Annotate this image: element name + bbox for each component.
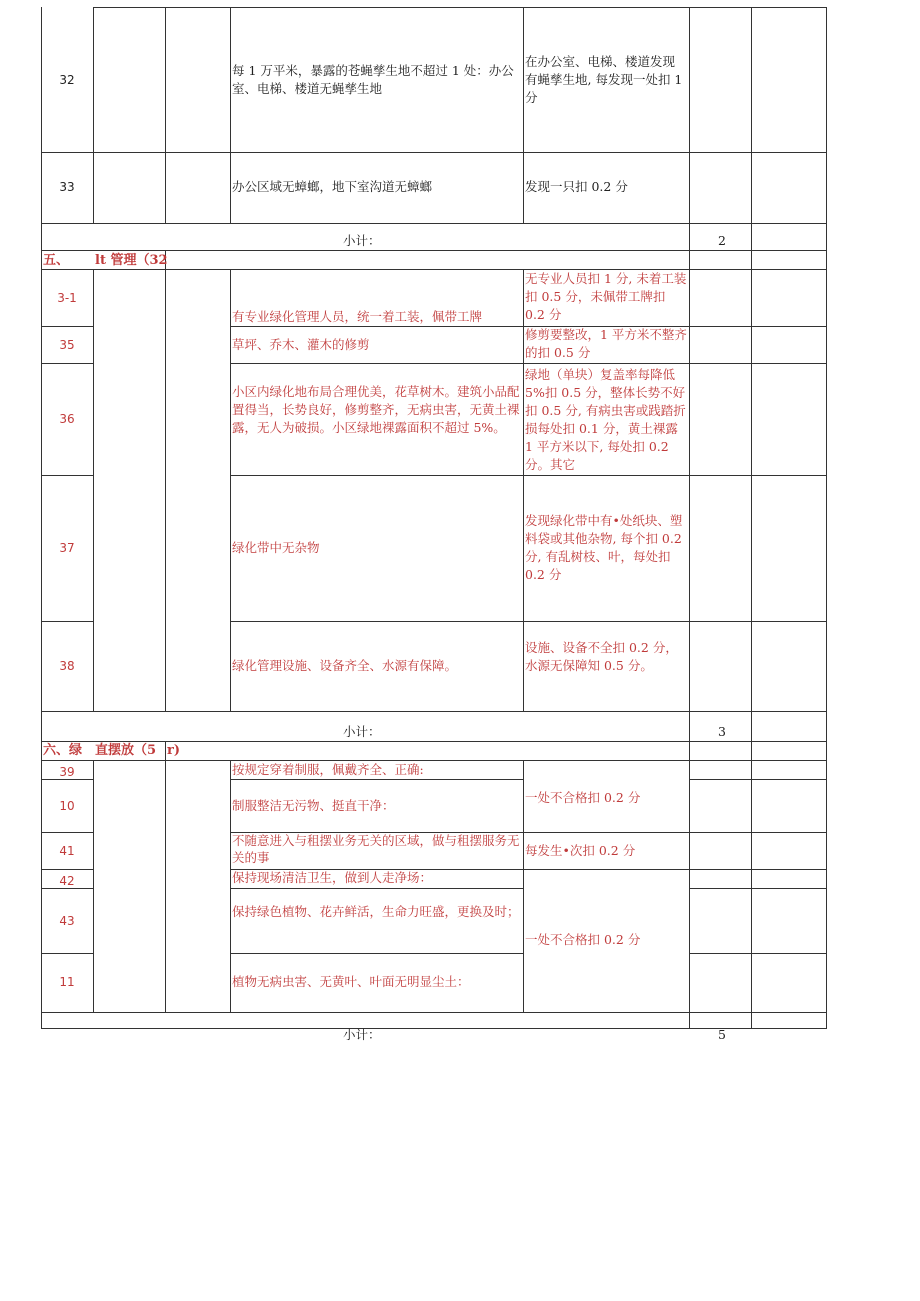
table-border-right xyxy=(826,7,827,1029)
section-number: 五、 xyxy=(43,253,70,268)
standard-text: 按规定穿着制服，佩戴齐全、正确: xyxy=(232,762,424,777)
standard-text: 绿化带中无杂物 xyxy=(232,540,320,555)
standard-text: 绿化管理设施、设备齐全、水源有保障。 xyxy=(232,658,458,673)
standard-text: 办公区域无蟑螂，地下室沟道无蟑螂 xyxy=(232,179,433,194)
standard-text: 保持绿色植物、花卉鲜活，生命力旺盛，更换及时； xyxy=(232,904,520,919)
row-number: 33 xyxy=(59,180,75,194)
subtotal-value: 5 xyxy=(718,1027,726,1042)
section-title-tail: r) xyxy=(167,743,180,758)
row-number: 10 xyxy=(59,799,75,813)
subtotal-value: 2 xyxy=(718,233,726,248)
row-number: 42 xyxy=(59,874,75,888)
row-number: 39 xyxy=(59,765,75,779)
deduction-text: 设施、设备不全扣 0.2 分，水源无保障知 0.5 分。 xyxy=(525,640,678,673)
standard-text: 有专业绿化管理人员，统一着工装，佩带工牌 xyxy=(232,309,483,324)
row-number: 35 xyxy=(59,338,75,352)
section-title: 直摆放（5 xyxy=(95,743,157,758)
section-number: 六、绿 xyxy=(43,743,83,758)
deduction-text: 每发生•次扣 0.2 分 xyxy=(525,843,636,858)
row-number: 3-1 xyxy=(57,291,77,305)
deduction-text: 在办公室、电梯、楼道发现有蝇孳生地, 每发现一处扣 1 分 xyxy=(525,54,683,105)
deduction-text: 发现一只扣 0.2 分 xyxy=(525,179,628,194)
deduction-text: 一处不合格扣 0.2 分 xyxy=(525,932,641,947)
deduction-text: 绿地（单块）复盖率每降低 5%扣 0.5 分，整体长势不好扣 0.5 分, 有病虫害或践踏折损每处扣 0.1 分，黄土裸露 1 平方米以下, 每处扣 0.2 分。其它 xyxy=(525,367,686,472)
row-number: 36 xyxy=(59,412,75,426)
row-number: 32 xyxy=(59,73,75,87)
standard-text: 小区内绿化地布局合理优美，花草树木。建筑小品配置得当，长势良好，修剪整齐，无病虫害，无黄土裸露，无人为破损。小区绿地裸露面积不超过 5%。 xyxy=(232,384,520,435)
row-number: 41 xyxy=(59,844,75,858)
row-number: 37 xyxy=(59,541,75,555)
subtotal-label: 小计： xyxy=(343,233,381,248)
standard-text: 不随意进入与租摆业务无关的区域，做与租摆服务无关的事 xyxy=(232,833,520,865)
deduction-text: 无专业人员扣 1 分, 未着工装扣 0.5 分，未佩带工牌扣 0.2 分 xyxy=(525,271,687,322)
standard-text: 草坪、乔木、灌木的修剪 xyxy=(232,337,370,352)
standard-text: 制服整洁无污物、挺直干净： xyxy=(232,798,395,813)
row-number: 43 xyxy=(59,914,75,928)
subtotal-value: 3 xyxy=(718,724,726,739)
deduction-text: 一处不合格扣 0.2 分 xyxy=(525,790,641,805)
subtotal-label: 小计： xyxy=(343,724,381,739)
row-number: 11 xyxy=(59,975,75,989)
standard-text: 保持现场清洁卫生，做到人走净场： xyxy=(232,870,433,885)
deduction-text: 修剪要整改，1 平方米不整齐的扣 0.5 分 xyxy=(525,327,687,360)
subtotal-label: 小计： xyxy=(343,1027,381,1042)
standard-text: 植物无病虫害、无黄叶、叶面无明显尘土： xyxy=(232,974,470,989)
row-number: 38 xyxy=(59,659,75,673)
deduction-text: 发现绿化带中有•处纸块、塑料袋或其他杂物, 每个扣 0.2 分, 有乱树枝、叶，每处扣 0.2 分 xyxy=(525,513,683,582)
section-title: lt 管理（32 xyxy=(95,253,168,268)
standard-text: 每 1 万平米，暴露的苍蝇孳生地不超过 1 处：办公室、电梯、楼道无蝇孳生地 xyxy=(232,63,514,96)
